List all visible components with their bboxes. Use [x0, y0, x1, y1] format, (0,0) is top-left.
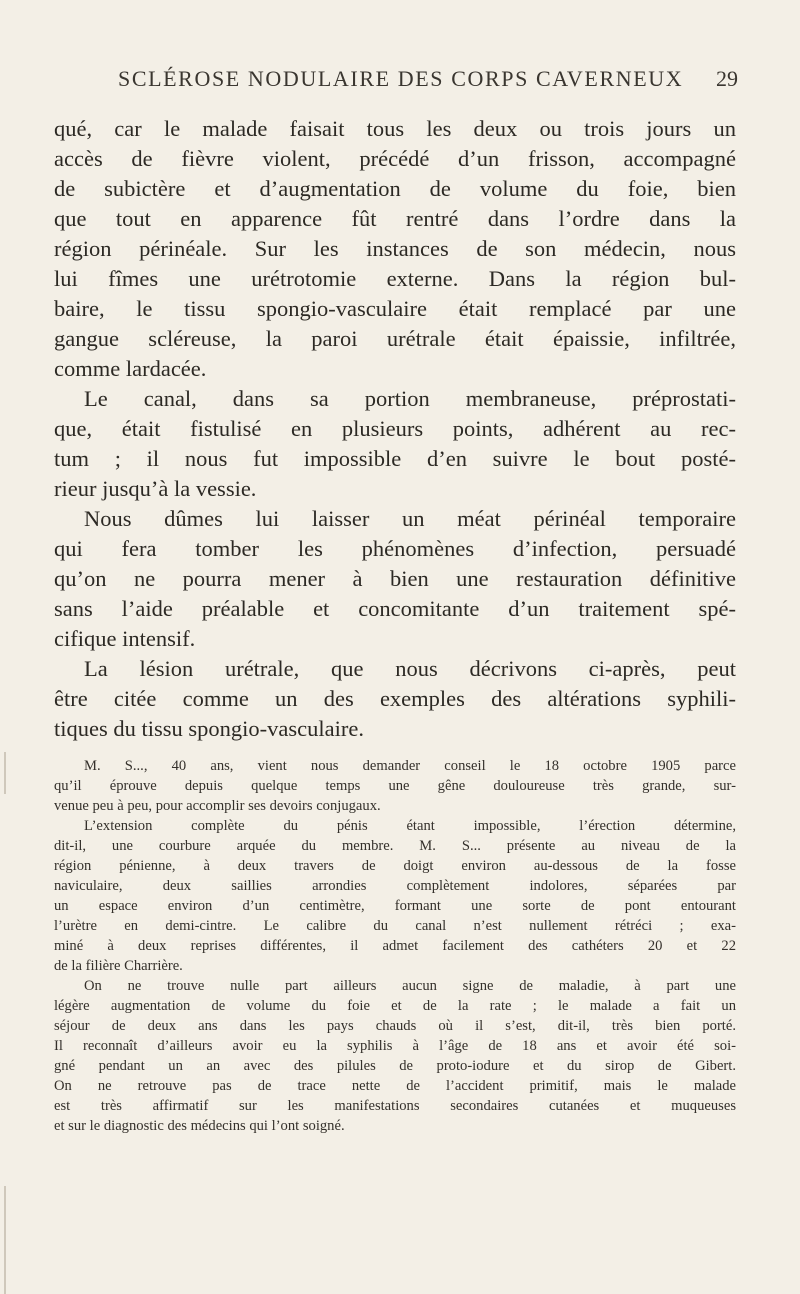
note-line: légère augmentation de volume du foie et de la rate ; le malade a fait un — [54, 998, 736, 1014]
text-line: tum ; il nous fut impossible d’en suivre le bout posté- — [54, 446, 736, 471]
binding-mark — [4, 1186, 6, 1294]
note-line: miné à deux reprises différentes, il admet facilement des cathéters 20 et 22 — [54, 938, 736, 954]
text-line: baire, le tissu spongio-vasculaire était remplacé par une — [54, 296, 736, 321]
note-line: dit-il, une courbure arquée du membre. M. S... présente au niveau de la — [54, 838, 736, 854]
text-line: lui fîmes une urétrotomie externe. Dans la région bul- — [54, 266, 736, 291]
note-line: et sur le diagnostic des médecins qui l’ont soigné. — [54, 1118, 345, 1134]
note-line: venue peu à peu, pour accomplir ses devoirs conjugaux. — [54, 798, 381, 814]
text-line: Nous dûmes lui laisser un méat périnéal temporaire — [84, 506, 736, 531]
text-line: qui fera tomber les phénomènes d’infection, persuadé — [54, 536, 736, 561]
running-head — [118, 66, 738, 96]
note-line: de la filière Charrière. — [54, 958, 183, 974]
note-line: l’urètre en demi-cintre. Le calibre du canal n’est nullement rétréci ; exa- — [54, 918, 736, 934]
text-line: comme lardacée. — [54, 356, 207, 381]
note-line: Il reconnaît d’ailleurs avoir eu la syphilis à l’âge de 18 ans et avoir été soi- — [54, 1038, 736, 1054]
text-line: être citée comme un des exemples des altérations syphili- — [54, 686, 736, 711]
note-line: gné pendant un an avec des pilules de proto-iodure et du sirop de Gibert. — [54, 1058, 736, 1074]
text-line: Le canal, dans sa portion membraneuse, préprostati- — [84, 386, 736, 411]
text-line: que, était fistulisé en plusieurs points, adhérent au rec- — [54, 416, 736, 441]
note-line: séjour de deux ans dans les pays chauds où il s’est, dit-il, très bien porté. — [54, 1018, 736, 1034]
text-line: tiques du tissu spongio-vasculaire. — [54, 716, 364, 741]
note-line: naviculaire, deux saillies arrondies complètement indolores, séparées par — [54, 878, 736, 894]
running-title: SCLÉROSE NODULAIRE DES CORPS CAVERNEUX — [118, 66, 684, 91]
binding-mark — [4, 752, 6, 794]
note-line: un espace environ d’un centimètre, formant une sorte de pont entourant — [54, 898, 736, 914]
page-number: 29 — [716, 66, 738, 91]
note-line: L’extension complète du pénis étant impossible, l’érection détermine, — [84, 818, 736, 834]
text-line: qu’on ne pourra mener à bien une restauration définitive — [54, 566, 736, 591]
text-line: qué, car le malade faisait tous les deux ou trois jours un — [54, 116, 736, 141]
text-line: sans l’aide préalable et concomitante d’un traitement spé- — [54, 596, 736, 621]
text-line: région périnéale. Sur les instances de son médecin, nous — [54, 236, 736, 261]
text-line: de subictère et d’augmentation de volume du foie, bien — [54, 176, 736, 201]
note-line: région pénienne, à deux travers de doigt environ au-dessous de la fosse — [54, 858, 736, 874]
note-line: est très affirmatif sur les manifestations secondaires cutanées et muqueuses — [54, 1098, 736, 1114]
note-line: On ne trouve nulle part ailleurs aucun signe de maladie, à part une — [84, 978, 736, 994]
text-line: accès de fièvre violent, précédé d’un frisson, accompagné — [54, 146, 736, 171]
text-line: cifique intensif. — [54, 626, 196, 651]
text-line: que tout en apparence fût rentré dans l’ordre dans la — [54, 206, 736, 231]
note-line: qu’il éprouve depuis quelque temps une gêne douloureuse très grande, sur- — [54, 778, 736, 794]
note-line: M. S..., 40 ans, vient nous demander conseil le 18 octobre 1905 parce — [84, 758, 736, 774]
text-line: gangue scléreuse, la paroi urétrale était épaissie, infiltrée, — [54, 326, 736, 351]
note-line: On ne retrouve pas de trace nette de l’accident primitif, mais le malade — [54, 1078, 736, 1094]
text-line: La lésion urétrale, que nous décrivons ci-après, peut — [84, 656, 736, 681]
text-line: rieur jusqu’à la vessie. — [54, 476, 257, 501]
